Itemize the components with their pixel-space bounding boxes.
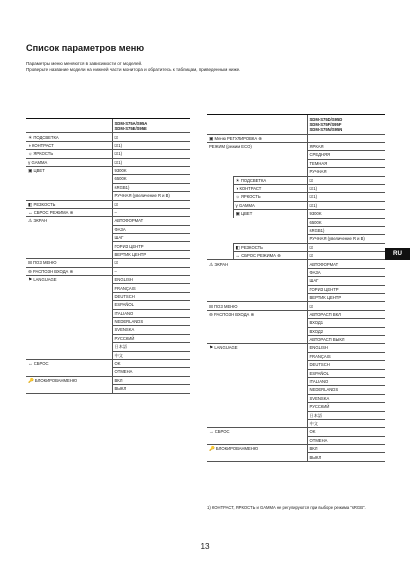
param-cell xyxy=(207,159,307,167)
indent-cell xyxy=(207,243,233,251)
backlight-icon: ☀ xyxy=(28,134,33,140)
table-row xyxy=(26,141,190,149)
value-cell: DEUTSCH xyxy=(112,292,190,300)
table-row xyxy=(207,201,385,209)
param-cell xyxy=(26,359,112,367)
table-row xyxy=(26,200,190,208)
table-row xyxy=(207,394,385,402)
table-row xyxy=(26,376,190,384)
param-cell xyxy=(207,403,307,411)
value-cell: ☑ xyxy=(112,259,190,267)
param-label: БЛОКИРОВАНМЕНЮ xyxy=(34,377,78,383)
value-cell: 9300K xyxy=(307,210,385,218)
table-row xyxy=(207,252,385,260)
param-cell xyxy=(26,183,112,191)
right-parameters-table xyxy=(207,114,385,462)
param-cell xyxy=(207,352,307,360)
value-cell: АВТОФОРМАТ xyxy=(112,217,190,225)
intro-line: Параметры меню меняются в зависимости от моделей. xyxy=(26,61,143,66)
value-cell: SVENSKA xyxy=(112,326,190,334)
param-cell xyxy=(26,376,112,384)
param-cell xyxy=(233,210,307,218)
param-cell xyxy=(233,201,307,209)
value-cell: ENGLISH xyxy=(112,276,190,284)
param-cell xyxy=(207,226,307,234)
value-cell: ESPAÑOL xyxy=(112,301,190,309)
model-name: SDM-S75D/S95D xyxy=(309,116,343,122)
param-cell xyxy=(26,200,112,208)
table-row xyxy=(207,369,385,377)
table-row xyxy=(207,159,385,167)
table-row xyxy=(207,319,385,327)
value-cell: ФАЗА xyxy=(307,268,385,276)
param-cell xyxy=(26,326,112,334)
value-cell: ОТМЕНА xyxy=(307,436,385,444)
input-sense-icon: ⊖ xyxy=(209,311,213,317)
table-row xyxy=(26,368,190,376)
language-icon: ⚑ xyxy=(28,277,33,283)
param-cell xyxy=(233,184,307,192)
value-cell: ☑ xyxy=(307,176,385,184)
table-row xyxy=(207,411,385,419)
param-cell xyxy=(26,166,112,174)
table-row xyxy=(26,242,190,250)
gamma-icon: γ xyxy=(235,202,238,208)
input-sense-icon: ⊖ xyxy=(28,268,32,274)
param-cell xyxy=(26,217,112,225)
indent-cell xyxy=(207,184,233,192)
table-row xyxy=(26,175,190,183)
param-cell xyxy=(207,327,307,335)
table-row xyxy=(207,453,385,461)
header-blank xyxy=(26,119,112,133)
table-row xyxy=(207,168,385,176)
value-cell: АВТОФОРМАТ xyxy=(307,260,385,268)
param-cell xyxy=(207,344,307,352)
model-name: SDM-S75A/S95A xyxy=(114,120,148,126)
value-cell: ☑ xyxy=(307,243,385,251)
value-cell: ВЕРТИК ЦЕНТР xyxy=(112,250,190,258)
brightness-icon: ☼ xyxy=(28,151,33,157)
param-cell xyxy=(207,294,307,302)
value-cell: РУЧНАЯ (увеличение R и B) xyxy=(112,192,190,200)
table-row xyxy=(26,334,190,342)
language-icon: ⚑ xyxy=(209,345,214,351)
table-row xyxy=(207,243,385,251)
param-cell xyxy=(207,134,307,142)
color-icon: ▣ xyxy=(235,211,240,217)
param-cell xyxy=(207,369,307,377)
param-cell xyxy=(26,343,112,351)
model-header xyxy=(307,115,385,135)
table-row xyxy=(207,445,385,453)
param-cell xyxy=(207,419,307,427)
param-cell xyxy=(26,208,112,216)
param-label: СБРОС xyxy=(214,429,230,435)
param-label: СБРОС РЕЖИМА ⊛ xyxy=(33,210,74,216)
value-cell xyxy=(307,134,385,142)
param-label: LANGUAGE xyxy=(214,345,238,351)
brightness-icon: ☼ xyxy=(235,194,240,200)
param-cell xyxy=(207,386,307,394)
table-row xyxy=(207,361,385,369)
value-cell: ☑1) xyxy=(112,158,190,166)
param-cell xyxy=(26,385,112,393)
language-tab: RU xyxy=(385,248,410,260)
value-cell: ☑ xyxy=(112,133,190,141)
param-cell xyxy=(207,285,307,293)
picture-mode-icon: ▣ xyxy=(209,135,214,141)
value-cell: DEUTSCH xyxy=(307,361,385,369)
table-row xyxy=(207,210,385,218)
param-cell xyxy=(26,133,112,141)
indent-cell xyxy=(207,252,233,260)
value-cell: ВКЛ xyxy=(307,445,385,453)
param-cell xyxy=(26,334,112,342)
param-label: ПОДСВЕТКА xyxy=(33,134,59,140)
table-row xyxy=(207,193,385,201)
table-row xyxy=(26,276,190,284)
param-cell xyxy=(26,175,112,183)
value-cell: РУССКИЙ xyxy=(307,403,385,411)
param-cell xyxy=(207,445,307,453)
table-row xyxy=(207,352,385,360)
value-cell: РУЧНАЯ (увеличение R и B) xyxy=(307,235,385,243)
model-header xyxy=(112,119,190,133)
table-row xyxy=(26,309,190,317)
param-cell xyxy=(207,436,307,444)
table-header-row xyxy=(26,119,190,133)
table-row xyxy=(26,301,190,309)
param-cell xyxy=(233,252,307,260)
table-row xyxy=(207,268,385,276)
table-row xyxy=(26,150,190,158)
param-cell xyxy=(207,168,307,176)
param-cell xyxy=(207,151,307,159)
param-cell xyxy=(207,411,307,419)
value-cell: NEDERLANDS xyxy=(307,386,385,394)
table-row xyxy=(207,302,385,310)
value-cell: ГОРИЗ ЦЕНТР xyxy=(307,285,385,293)
value-cell: FRANÇAIS xyxy=(112,284,190,292)
indent-cell xyxy=(207,210,233,218)
table-row xyxy=(26,158,190,166)
value-cell: 日本語 xyxy=(307,411,385,419)
value-cell: АВТОРАСП ВЫКЛ xyxy=(307,335,385,343)
param-label: КОНТРАСТ xyxy=(31,142,54,148)
value-cell: SVENSKA xyxy=(307,394,385,402)
value-cell: 中文 xyxy=(307,419,385,427)
param-label: РАСПОЗН ВХОДА ⊛ xyxy=(214,311,254,317)
table-row xyxy=(207,419,385,427)
param-label: LANGUAGE xyxy=(33,277,57,283)
value-cell: FRANÇAIS xyxy=(307,352,385,360)
sharpness-icon: ◧ xyxy=(28,201,33,207)
param-cell xyxy=(207,260,307,268)
model-name: SDM-S75F/S95F xyxy=(309,121,342,127)
reset-icon: ↔ xyxy=(28,361,33,367)
model-name: SDM-S75N/S95N xyxy=(309,126,343,132)
value-cell: ITALIANO xyxy=(307,377,385,385)
param-cell xyxy=(26,301,112,309)
footnote-text: КОНТРАСТ, ЯРКОСТЬ и GAMMA не регулируются при выборе режима "sRGB". xyxy=(211,505,366,510)
table-row xyxy=(207,260,385,268)
table-row xyxy=(207,377,385,385)
value-cell: 日本語 xyxy=(112,343,190,351)
value-cell: 9300K xyxy=(112,166,190,174)
backlight-icon: ☀ xyxy=(235,177,240,183)
param-cell xyxy=(207,361,307,369)
table-row xyxy=(26,267,190,275)
value-cell: ТЕМНАЯ xyxy=(307,159,385,167)
model-name: SDM-S75E/S95E xyxy=(114,125,147,131)
value-cell: ЯРКАЯ xyxy=(307,143,385,151)
param-cell xyxy=(26,318,112,326)
table-row xyxy=(26,234,190,242)
param-cell xyxy=(207,302,307,310)
table-row xyxy=(26,259,190,267)
left-parameters-table xyxy=(26,118,190,394)
table-row xyxy=(26,250,190,258)
param-cell xyxy=(207,277,307,285)
table-row xyxy=(26,318,190,326)
contrast-icon: ◑ xyxy=(28,142,31,148)
value-cell: РУССКИЙ xyxy=(112,334,190,342)
table-row xyxy=(207,403,385,411)
table-row xyxy=(207,335,385,343)
value-cell: АВТОРАСП ВКЛ xyxy=(307,310,385,318)
value-cell: ☑1) xyxy=(112,141,190,149)
value-cell: sRGB1) xyxy=(112,183,190,191)
table-row xyxy=(26,183,190,191)
param-cell xyxy=(233,176,307,184)
param-cell xyxy=(207,335,307,343)
screen-icon: ⚠ xyxy=(28,218,33,224)
param-cell xyxy=(207,377,307,385)
param-cell xyxy=(207,310,307,318)
value-cell: ☑ xyxy=(307,252,385,260)
table-row xyxy=(207,226,385,234)
table-row xyxy=(26,326,190,334)
value-cell: NEDERLANDS xyxy=(112,318,190,326)
value-cell: ВЫКЛ xyxy=(112,385,190,393)
sub-param-label: GAMMA xyxy=(238,202,255,208)
param-cell xyxy=(26,284,112,292)
header-blank xyxy=(207,115,307,135)
table-row xyxy=(207,310,385,318)
contrast-icon: ◑ xyxy=(235,186,239,192)
value-cell: ☑ xyxy=(307,302,385,310)
param-cell xyxy=(26,368,112,376)
table-header-row xyxy=(207,115,385,135)
param-label: ЦВЕТ xyxy=(33,168,45,174)
table-row xyxy=(26,351,190,359)
color-icon: ▣ xyxy=(28,168,33,174)
param-label: ЭКРАН xyxy=(214,261,229,267)
value-cell: ВХОД1 xyxy=(307,319,385,327)
table-row xyxy=(26,385,190,393)
table-row xyxy=(26,359,190,367)
value-cell: ШАГ xyxy=(112,234,190,242)
value-cell: 中文 xyxy=(112,351,190,359)
table-row xyxy=(207,151,385,159)
param-label: СБРОС xyxy=(33,361,49,367)
reset-icon: → xyxy=(209,429,214,435)
value-cell: ITALIANO xyxy=(112,309,190,317)
table-row xyxy=(207,428,385,436)
table-row xyxy=(207,235,385,243)
value-cell: 6500K xyxy=(112,175,190,183)
sub-param-label: КОНТРАСТ xyxy=(239,186,262,192)
value-cell: СРЕДНЯЯ xyxy=(307,151,385,159)
sub-param-label: ЦВЕТ xyxy=(241,211,253,217)
param-cell xyxy=(26,242,112,250)
param-cell xyxy=(26,276,112,284)
sharpness-icon: ◧ xyxy=(235,244,240,250)
value-cell: РУЧНАЯ xyxy=(307,168,385,176)
param-label: ПОЗ МЕНЮ xyxy=(214,303,238,309)
value-cell: – xyxy=(112,267,190,275)
param-label: БЛОКИРОВАНМЕНЮ xyxy=(215,446,259,452)
value-cell: ВКЛ xyxy=(112,376,190,384)
sub-param-label: ПОДСВЕТКА xyxy=(240,177,267,183)
indent-cell xyxy=(207,176,233,184)
table-row xyxy=(207,134,385,142)
screen-icon: ⚠ xyxy=(209,261,214,267)
sub-param-label: ЯРКОСТЬ xyxy=(240,194,261,200)
param-label: ПОЗ МЕНЮ xyxy=(33,260,57,266)
param-cell xyxy=(207,394,307,402)
param-cell xyxy=(26,292,112,300)
value-cell: ОТМЕНА xyxy=(112,368,190,376)
table-row xyxy=(207,143,385,151)
value-cell: ГОРИЗ ЦЕНТР xyxy=(112,242,190,250)
table-row xyxy=(26,192,190,200)
table-row xyxy=(207,176,385,184)
lock-icon: 🔑 xyxy=(28,377,34,383)
table-row xyxy=(26,133,190,141)
table-row xyxy=(207,327,385,335)
value-cell: OK xyxy=(112,359,190,367)
intro-text xyxy=(26,61,356,74)
param-cell xyxy=(207,268,307,276)
param-cell xyxy=(233,193,307,201)
param-cell xyxy=(26,150,112,158)
indent-cell xyxy=(207,193,233,201)
value-cell: ☑1) xyxy=(307,201,385,209)
table-row xyxy=(207,344,385,352)
value-cell: OK xyxy=(307,428,385,436)
menu-position-icon: ⊟ xyxy=(28,260,32,266)
table-row xyxy=(207,386,385,394)
value-cell: ВЫКЛ xyxy=(307,453,385,461)
param-cell xyxy=(26,351,112,359)
sub-param-label: РЕЗКОСТЬ xyxy=(241,244,263,250)
value-cell: ENGLISH xyxy=(307,344,385,352)
param-label: ЭКРАН xyxy=(33,218,48,224)
param-label: GAMMA xyxy=(31,159,48,165)
table-row xyxy=(207,436,385,444)
param-cell xyxy=(26,192,112,200)
indent-cell xyxy=(207,201,233,209)
reset-mode-icon: ↔ xyxy=(235,253,241,259)
param-cell xyxy=(26,267,112,275)
sub-param-label: СБРОС РЕЖИМА ⊛ xyxy=(241,253,281,259)
value-cell: – xyxy=(112,208,190,216)
value-cell: ВЕРТИК ЦЕНТР xyxy=(307,294,385,302)
footnote-marker: 1) xyxy=(207,505,211,510)
gamma-icon: γ xyxy=(28,159,31,165)
param-cell xyxy=(26,225,112,233)
table-row xyxy=(26,166,190,174)
value-cell: ☑1) xyxy=(307,193,385,201)
value-cell: ФАЗА xyxy=(112,225,190,233)
table-row xyxy=(26,343,190,351)
param-cell xyxy=(207,319,307,327)
table-row xyxy=(207,277,385,285)
param-cell xyxy=(233,243,307,251)
footnote xyxy=(207,505,383,511)
param-cell xyxy=(26,141,112,149)
lock-icon: 🔑 xyxy=(209,446,215,452)
param-label: Меню РЕГУЛИРОВКА ⊛ xyxy=(214,135,262,141)
table-row xyxy=(26,292,190,300)
value-cell: 6500K xyxy=(307,218,385,226)
table-row xyxy=(26,208,190,216)
param-label: РЕЗКОСТЬ xyxy=(33,201,56,207)
param-cell xyxy=(26,158,112,166)
param-cell xyxy=(26,234,112,242)
value-cell: ВХОД2 xyxy=(307,327,385,335)
table-row xyxy=(26,217,190,225)
param-label: РАСПОЗН ВХОДА ⊛ xyxy=(33,268,73,274)
value-cell: ☑1) xyxy=(112,150,190,158)
value-cell: ☑1) xyxy=(307,184,385,192)
table-row xyxy=(26,284,190,292)
page-number: 13 xyxy=(200,542,210,551)
value-cell: ☑ xyxy=(112,200,190,208)
param-cell xyxy=(207,143,307,151)
param-cell xyxy=(207,428,307,436)
table-row xyxy=(207,184,385,192)
param-cell xyxy=(26,250,112,258)
param-label: ЯРКОСТЬ xyxy=(33,151,54,157)
menu-position-icon: ⊟ xyxy=(209,303,213,309)
param-cell xyxy=(207,235,307,243)
param-cell xyxy=(26,309,112,317)
param-cell xyxy=(207,453,307,461)
value-cell: ESPAÑOL xyxy=(307,369,385,377)
reset-mode-icon: ↔ xyxy=(28,210,33,216)
page-title: Список параметров меню xyxy=(26,43,145,53)
param-label: РЕЖИМ (режим ECO) xyxy=(209,144,252,150)
table-row xyxy=(207,285,385,293)
table-row xyxy=(207,218,385,226)
param-cell xyxy=(26,259,112,267)
param-cell xyxy=(207,218,307,226)
value-cell: sRGB1) xyxy=(307,226,385,234)
intro-line: Проверьте название модели на нижней части монитора и обратитесь к таблицам, приведенным ниже. xyxy=(26,67,241,73)
table-row xyxy=(207,294,385,302)
table-row xyxy=(26,225,190,233)
value-cell: ШАГ xyxy=(307,277,385,285)
